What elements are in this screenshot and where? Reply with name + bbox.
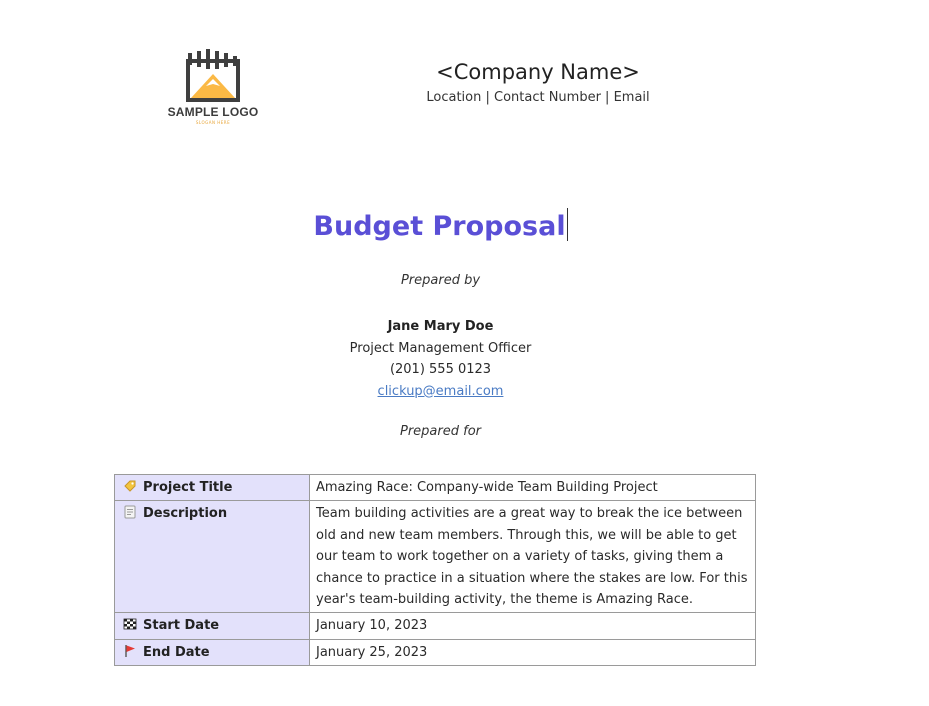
row-label: Description	[143, 506, 228, 522]
table-row	[115, 501, 756, 613]
company-contact-info[interactable]: Location | Contact Number | Email	[426, 90, 650, 105]
company-name[interactable]: <Company Name>	[436, 60, 640, 84]
preparer-name[interactable]: Jane Mary Doe	[387, 319, 494, 334]
row-label: Start Date	[143, 618, 220, 634]
document-title-text[interactable]: Budget Proposal	[313, 211, 566, 242]
prepared-by-label[interactable]: Prepared by	[400, 273, 481, 288]
table-cell-label[interactable]	[115, 613, 310, 639]
text-cursor	[567, 208, 568, 241]
tag-icon	[123, 479, 137, 493]
table-cell-label[interactable]	[115, 501, 310, 613]
checkered-flag-icon	[123, 617, 137, 631]
table-cell-value[interactable]: January 25, 2023	[310, 639, 756, 665]
preparer-phone[interactable]: (201) 555 0123	[389, 362, 492, 377]
logo-slogan: SLOGAN HERE	[195, 120, 231, 125]
row-label: Project Title	[143, 480, 233, 495]
logo-text: SAMPLE LOGO	[167, 105, 259, 119]
table-row	[115, 475, 756, 501]
table-cell-value[interactable]: January 10, 2023	[310, 613, 756, 639]
document-title[interactable]	[0, 208, 881, 242]
table-cell-value[interactable]: Team building activities are a great way to break the ice between old and new team members. Through this, we will be able to get our team to work together on a variety of tasks, giving them a chance to practice in a situation where the stakes are low. For this year's team-building activity, the theme is Amazing Race.	[310, 501, 756, 613]
table-cell-label[interactable]	[115, 475, 310, 501]
company-logo	[160, 48, 266, 125]
table-cell-label[interactable]	[115, 639, 310, 665]
company-header	[360, 60, 716, 105]
table-cell-value[interactable]: Amazing Race: Company-wide Team Building Project	[310, 475, 756, 501]
project-info-table	[114, 474, 756, 666]
table-row	[115, 639, 756, 665]
red-flag-icon	[123, 644, 137, 658]
preparer-role[interactable]: Project Management Officer	[349, 340, 532, 356]
logo-mark-icon	[184, 48, 242, 102]
row-label: End Date	[143, 644, 210, 660]
preparer-details	[0, 316, 881, 402]
document-icon	[123, 505, 137, 519]
table-row	[115, 613, 756, 639]
preparer-email-link[interactable]: clickup@email.com	[377, 383, 504, 399]
prepared-for-label[interactable]: Prepared for	[399, 424, 481, 439]
